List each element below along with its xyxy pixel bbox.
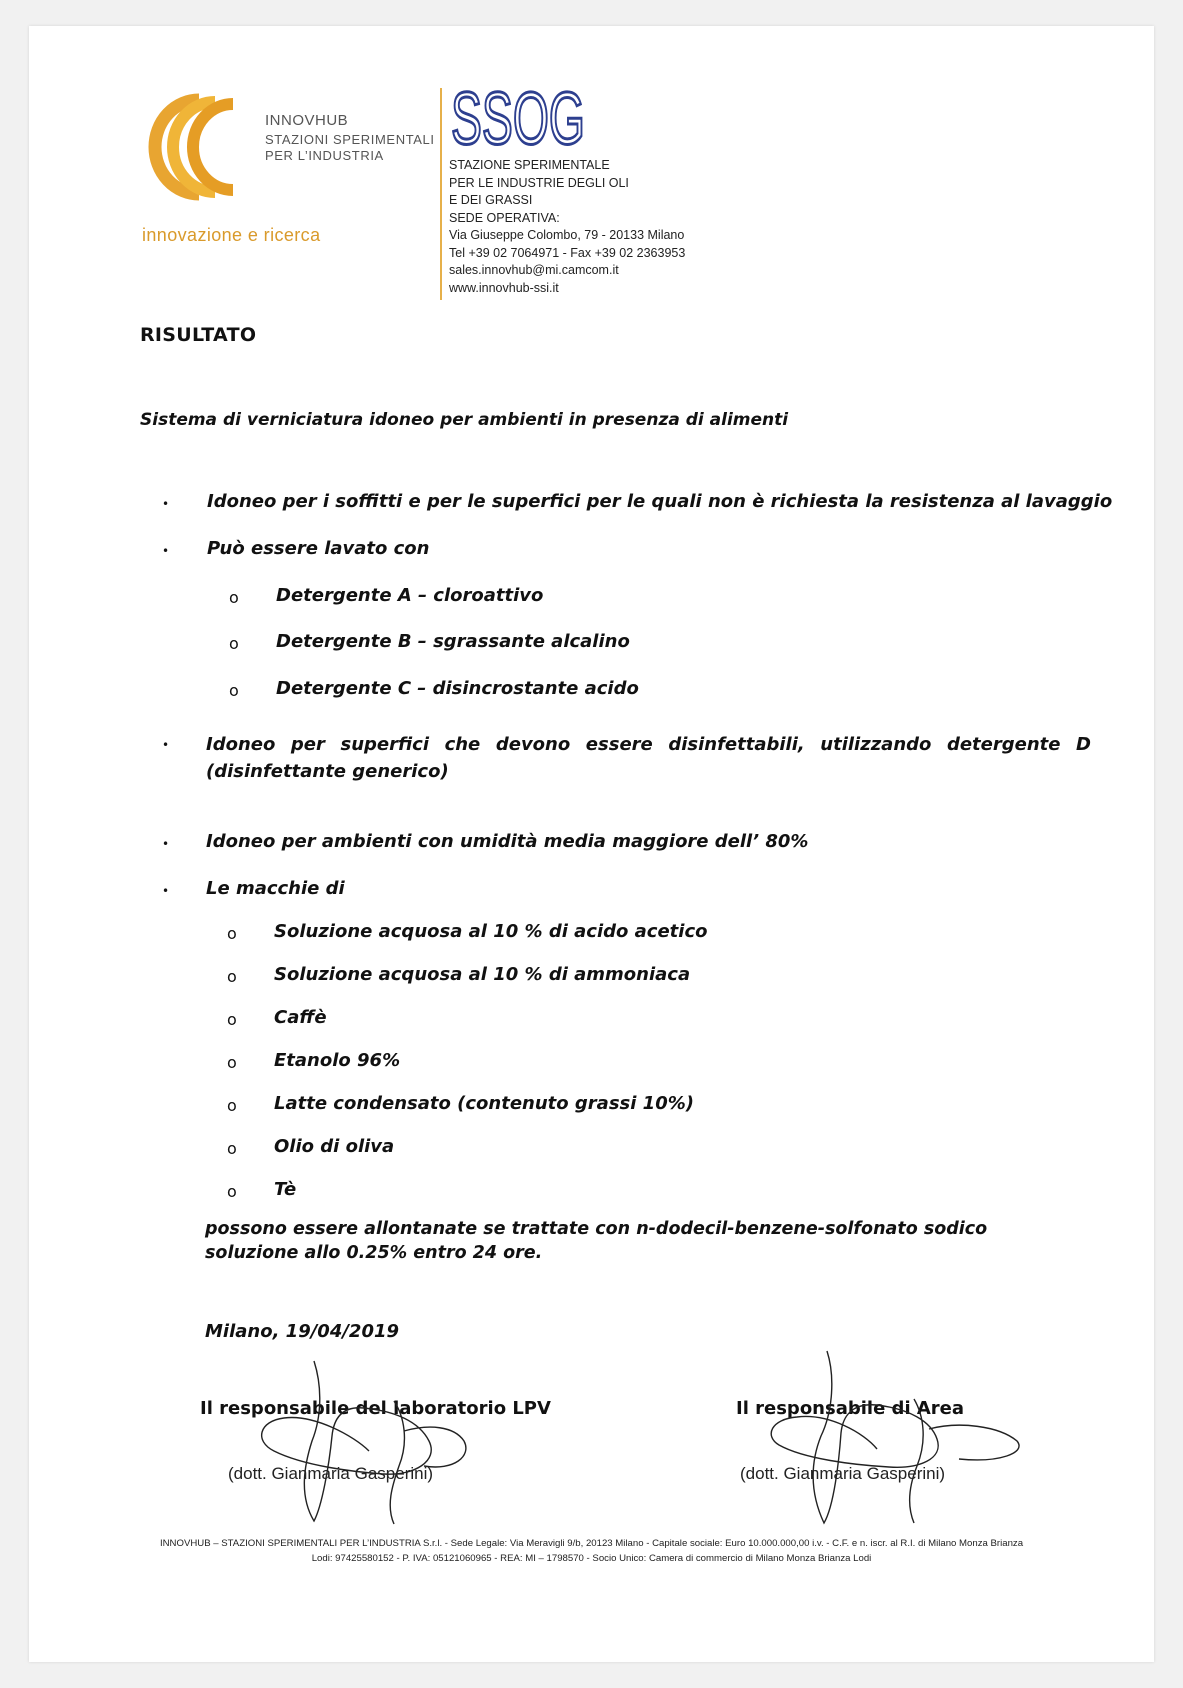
ssog-email: sales.innovhub@mi.camcom.it xyxy=(449,263,619,277)
left-signatory-title: Il responsabile del laboratorio LPV xyxy=(200,1398,551,1419)
list-item: Caffè xyxy=(274,1007,327,1028)
ssog-address-block xyxy=(449,157,685,297)
ssog-line: PER LE INDUSTRIE DEGLI OLI xyxy=(449,175,629,190)
list-item: Detergente C – disincrostante acido xyxy=(276,678,639,699)
footer-line-2: Lodi: 97425580152 - P. IVA: 05121060965 - REA: MI – 1798570 - Socio Unico: Camera di commercio di Milano Monza Brianza Lodi xyxy=(311,1553,872,1564)
list-item: Soluzione acquosa al 10 % di ammoniaca xyxy=(274,964,691,985)
innovhub-tagline: innovazione e ricerca xyxy=(142,225,321,245)
page-footer xyxy=(29,1536,1154,1566)
closing-line-2: soluzione allo 0.25% entro 24 ore. xyxy=(205,1243,543,1263)
list-item: Le macchie di xyxy=(206,878,345,899)
left-handwritten-signature xyxy=(244,1346,484,1531)
document-date: Milano, 19/04/2019 xyxy=(205,1321,400,1342)
bullet-icon: • xyxy=(162,884,170,898)
list-item: Detergente B – sgrassante alcalino xyxy=(276,631,630,652)
sub-bullet-icon: o xyxy=(227,1096,237,1115)
list-item: Idoneo per ambienti con umidità media maggiore dell’ 80% xyxy=(206,831,809,852)
footer-line-1: INNOVHUB – STAZIONI SPERIMENTALI PER L’INDUSTRIA S.r.l. - Sede Legale: Via Meravigli 9/b, 20123 Milano - Capitale sociale: Euro 10.000.000,00 i.v. - C.F. e n. iscr. al R.I. di Milano Monza Brianza xyxy=(159,1538,1024,1549)
left-signatory-name: (dott. Gianmaria Gasperini) xyxy=(228,1464,434,1483)
list-item: Tè xyxy=(274,1179,297,1200)
list-item: Detergente A – cloroattivo xyxy=(276,585,544,606)
list-item: Idoneo per superfici che devono essere disinfettabili, utilizzando detergente D (disinfettante generico) xyxy=(206,734,1091,782)
list-item: Idoneo per i soffitti e per le superfici per le quali non è richiesta la resistenza al lavaggio xyxy=(207,491,1113,512)
ssog-line: SEDE OPERATIVA: xyxy=(449,210,560,225)
right-handwritten-signature xyxy=(759,1341,1029,1531)
ssog-logo-icon xyxy=(451,77,591,160)
ssog-logo-text: SSOG xyxy=(451,77,585,160)
innovhub-name: INNOVHUB xyxy=(265,112,349,129)
sub-bullet-icon: o xyxy=(227,1182,237,1201)
ssog-line: Via Giuseppe Colombo, 79 - 20133 Milano xyxy=(449,228,685,242)
sub-bullet-icon: o xyxy=(227,1139,237,1158)
sub-bullet-icon: o xyxy=(229,588,239,607)
list-item: Etanolo 96% xyxy=(274,1050,401,1071)
list-item: Soluzione acquosa al 10 % di acido acetico xyxy=(274,921,708,942)
right-signatory-name: (dott. Gianmaria Gasperini) xyxy=(740,1464,946,1483)
bullet-icon: • xyxy=(162,544,170,558)
ssog-line: E DEI GRASSI xyxy=(449,193,533,207)
sub-bullet-icon: o xyxy=(229,681,239,700)
innovhub-subtitle-1: STAZIONI SPERIMENTALI xyxy=(265,132,435,147)
sub-bullet-icon: o xyxy=(227,967,237,986)
bullet-icon: • xyxy=(162,837,170,851)
list-item: Può essere lavato con xyxy=(207,538,430,559)
bullet-icon: • xyxy=(162,738,170,752)
ssog-line: STAZIONE SPERIMENTALE xyxy=(449,158,610,172)
bullet-icon: • xyxy=(162,497,170,511)
closing-line-1: possono essere allontanate se trattate con n-dodecil-benzene-solfonato sodico xyxy=(205,1219,988,1239)
innovhub-logo-icon xyxy=(137,92,237,202)
right-signatory-title: Il responsabile di Area xyxy=(736,1398,965,1419)
ssog-website: www.innovhub-ssi.it xyxy=(449,280,559,295)
list-item: Latte condensato (contenuto grassi 10%) xyxy=(274,1093,694,1114)
sub-bullet-icon: o xyxy=(227,1053,237,1072)
innovhub-subtitle-2: PER L’INDUSTRIA xyxy=(265,148,384,163)
sub-bullet-icon: o xyxy=(227,1010,237,1029)
sub-bullet-icon: o xyxy=(229,634,239,653)
document-subtitle: Sistema di verniciatura idoneo per ambienti in presenza di alimenti xyxy=(140,410,789,430)
sub-bullet-icon: o xyxy=(227,924,237,943)
document-page xyxy=(29,26,1154,1662)
list-item: Olio di oliva xyxy=(274,1136,395,1157)
header-divider xyxy=(440,88,442,300)
page-title: RISULTATO xyxy=(140,324,257,346)
ssog-line: Tel +39 02 7064971 - Fax +39 02 2363953 xyxy=(449,245,686,260)
